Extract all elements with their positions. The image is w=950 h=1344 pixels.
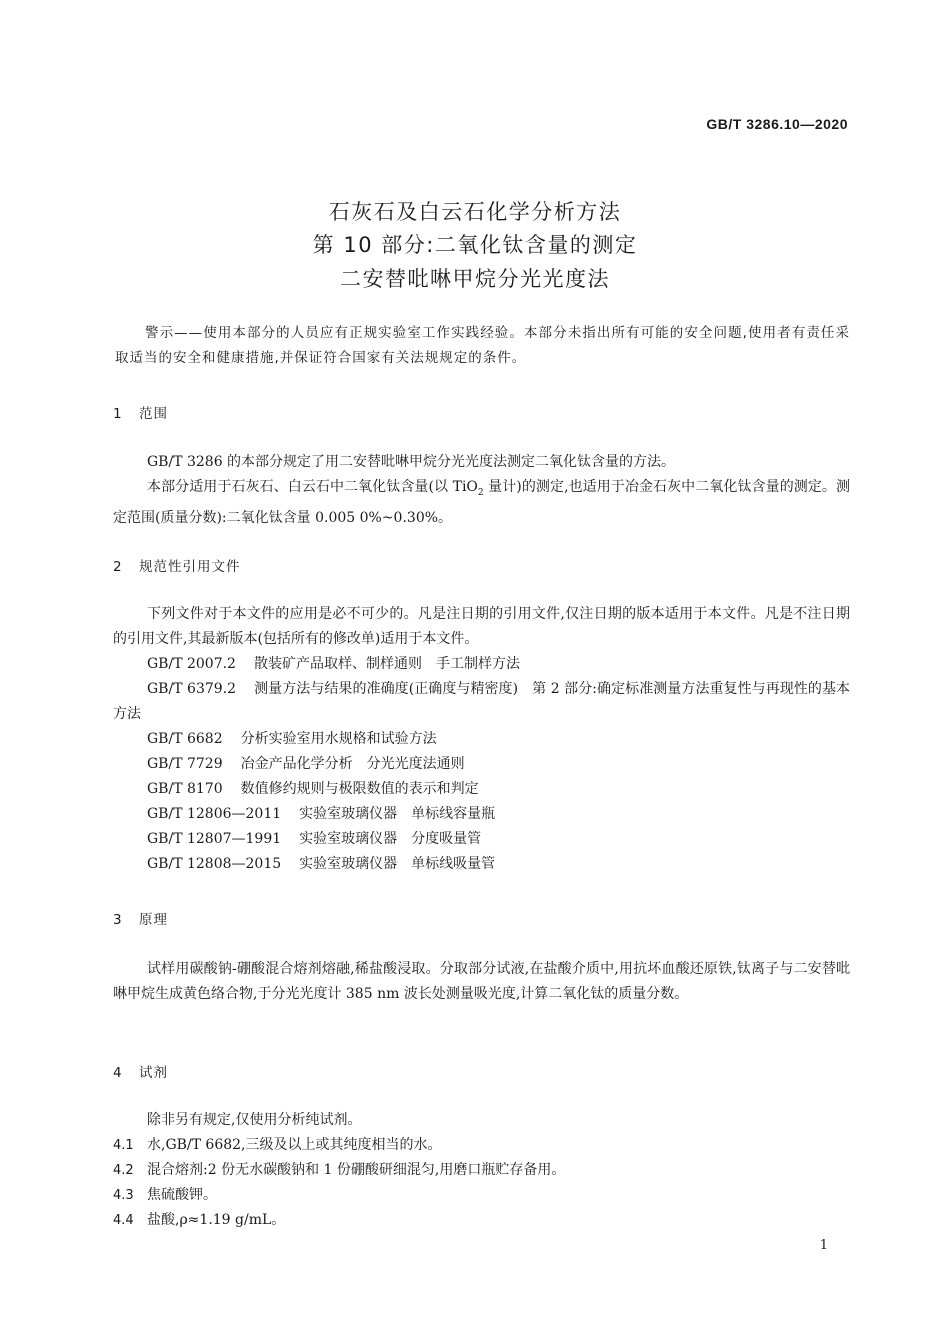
- section-2-body: [113, 602, 850, 877]
- reference-item: [113, 727, 850, 752]
- section-1-heading: [113, 402, 168, 422]
- reference-item: [113, 777, 850, 802]
- section-2-heading: [113, 555, 241, 575]
- reagent-text: 水,GB/T 6682,三级及以上或其纯度相当的水。: [147, 1137, 442, 1153]
- section-title: 范围: [139, 406, 168, 422]
- scope-text-a: 本部分适用于石灰石、白云石中二氧化钛含量(以 TiO: [147, 479, 478, 495]
- section-3-body: [113, 957, 850, 1007]
- section-title: 规范性引用文件: [139, 559, 241, 575]
- reference-title: 测量方法与结果的准确度(正确度与精密度) 第 2 部分:确定标准测量方法重复性与再现性的基本方法: [113, 681, 850, 722]
- reference-title: 冶金产品化学分析 分光光度法通则: [240, 756, 465, 772]
- scope-paragraph-2: [113, 475, 850, 531]
- reagent-text: 混合熔剂:2 份无水碳酸钠和 1 份硼酸研细混匀,用磨口瓶贮存备用。: [147, 1162, 566, 1178]
- reference-code: GB/T 2007.2: [147, 656, 236, 672]
- reference-item: [113, 852, 850, 877]
- reference-item: [113, 827, 850, 852]
- section-1-body: [113, 450, 850, 531]
- normative-intro: 下列文件对于本文件的应用是必不可少的。凡是注日期的引用文件,仅注日期的版本适用于本文件。凡是不注日期的引用文件,其最新版本(包括所有的修改单)适用于本文件。: [113, 606, 850, 647]
- reference-item: [113, 652, 850, 677]
- reagent-item: [113, 1158, 850, 1183]
- page-number: 1: [819, 1238, 828, 1253]
- reagent-item: [113, 1208, 850, 1233]
- reference-title: 分析实验室用水规格和试验方法: [240, 731, 437, 747]
- scope-text-b: 量计)的测定,也适用于冶金石灰中二氧化钛含量的测定。测定范围(质量分数):二氧化钛含量 0.005 0%~0.30%。: [113, 479, 850, 526]
- document-title-line-3: 二安替吡啉甲烷分光光度法: [340, 267, 610, 291]
- section-4-heading: [113, 1061, 168, 1081]
- document-title-line-1: 石灰石及白云石化学分析方法: [328, 200, 622, 224]
- reference-code: GB/T 12806—2011: [147, 806, 282, 822]
- reference-code: GB/T 12807—1991: [147, 831, 282, 847]
- subscript: 2: [477, 487, 484, 498]
- clause-number: 4.2: [113, 1163, 134, 1178]
- document-title-line-2: 第 10 部分:二氧化钛含量的测定: [312, 233, 638, 257]
- section-title: 原理: [139, 912, 168, 928]
- clause-number: 4.4: [113, 1213, 134, 1228]
- section-3-heading: [113, 908, 168, 928]
- reference-code: GB/T 8170: [147, 781, 223, 797]
- scope-paragraph-1: GB/T 3286 的本部分规定了用二安替吡啉甲烷分光光度法测定二氧化钛含量的方法。: [147, 454, 676, 470]
- section-number: 3: [113, 912, 123, 928]
- reference-title: 数值修约规则与极限数值的表示和判定: [240, 781, 479, 797]
- principle-paragraph: 试样用碳酸钠-硼酸混合熔剂熔融,稀盐酸浸取。分取部分试液,在盐酸介质中,用抗坏血酸还原铁,钛离子与二安替吡啉甲烷生成黄色络合物,于分光光度计 385 nm 波长处测量吸光度,计算二氧化钛的质量分数。: [113, 961, 850, 1002]
- standard-code: GB/T 3286.10—2020: [706, 116, 848, 132]
- clause-number: 4.1: [113, 1138, 134, 1153]
- reagent-item: [113, 1183, 850, 1208]
- section-title: 试剂: [139, 1065, 168, 1081]
- reagent-text: 焦硫酸钾。: [147, 1187, 217, 1203]
- reference-code: GB/T 7729: [147, 756, 223, 772]
- clause-number: 4.3: [113, 1188, 134, 1203]
- reference-code: GB/T 6379.2: [147, 681, 237, 697]
- reference-code: GB/T 6682: [147, 731, 223, 747]
- safety-warning: [115, 321, 850, 371]
- section-4-body: [113, 1108, 850, 1233]
- reagents-intro: 除非另有规定,仅使用分析纯试剂。: [147, 1112, 362, 1128]
- section-number: 4: [113, 1065, 123, 1081]
- section-number: 1: [113, 406, 123, 422]
- reference-title: 散装矿产品取样、制样通则 手工制样方法: [253, 656, 520, 672]
- section-number: 2: [113, 559, 123, 575]
- reference-title: 实验室玻璃仪器 分度吸量管: [299, 831, 482, 847]
- reference-item: [113, 677, 850, 727]
- reagent-text: 盐酸,ρ≈1.19 g/mL。: [147, 1212, 286, 1228]
- reference-code: GB/T 12808—2015: [147, 856, 282, 872]
- reference-item: [113, 752, 850, 777]
- reagent-item: [113, 1133, 850, 1158]
- reference-title: 实验室玻璃仪器 单标线容量瓶: [299, 806, 496, 822]
- reference-title: 实验室玻璃仪器 单标线吸量管: [299, 856, 496, 872]
- reference-item: [113, 802, 850, 827]
- warning-text: 警示——使用本部分的人员应有正规实验室工作实践经验。本部分未指出所有可能的安全问题,使用者有责任采取适当的安全和健康措施,并保证符合国家有关法规规定的条件。: [115, 325, 850, 366]
